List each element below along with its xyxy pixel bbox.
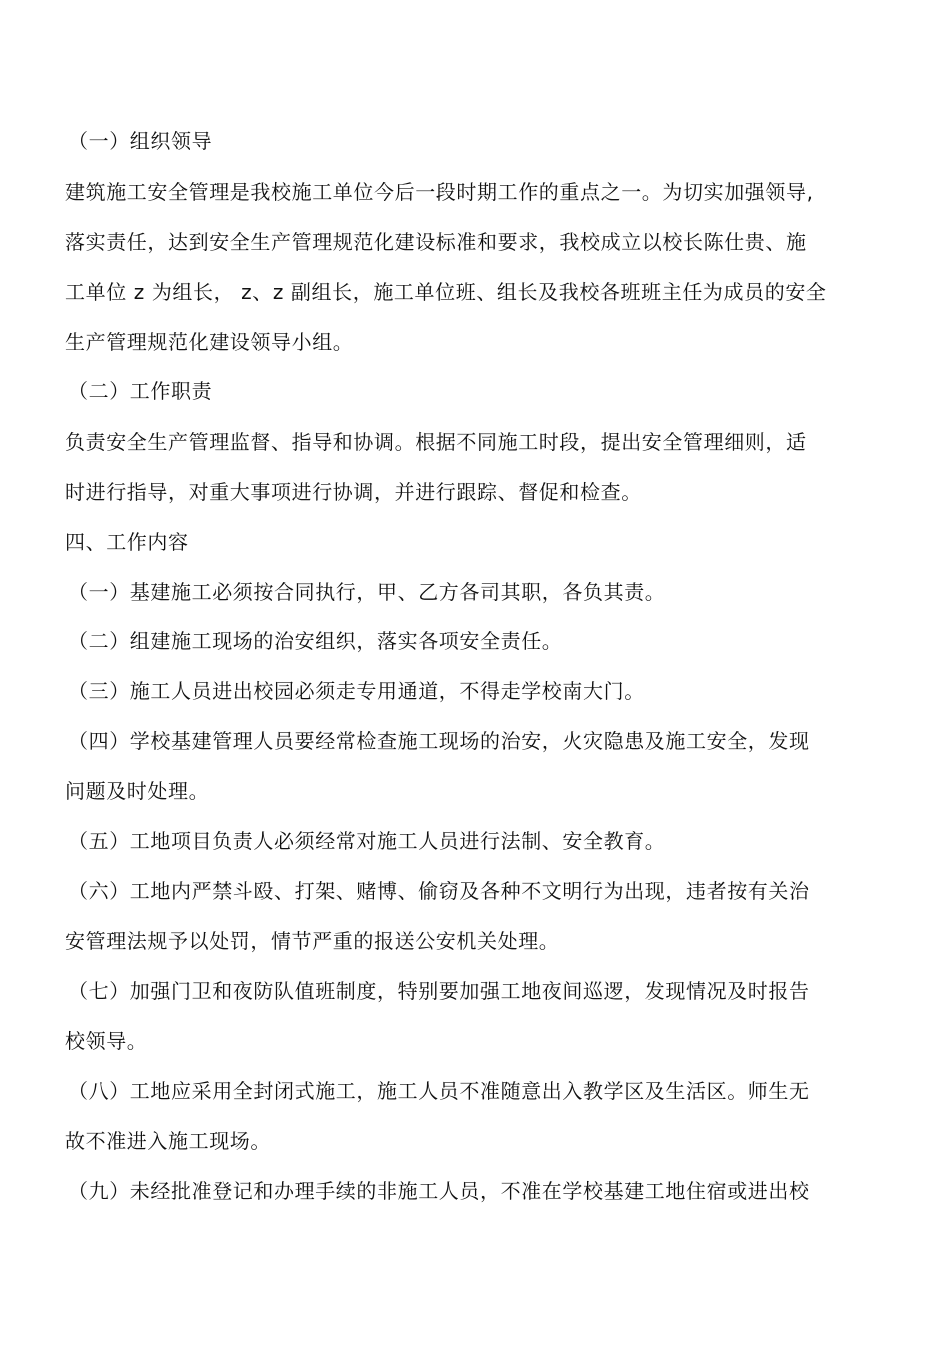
list-item: （一）基建施工必须按合同执行，甲、乙方各司其职，各负其责。	[68, 580, 666, 604]
paragraph-line: 建筑施工安全管理是我校施工单位今后一段时期工作的重点之一。为切实加强领导,	[65, 180, 814, 204]
list-item-continuation: 故不准进入施工现场。	[65, 1129, 271, 1153]
paragraph-line: 时进行指导，对重大事项进行协调，并进行跟踪、督促和检查。	[65, 480, 642, 504]
list-item-continuation: 问题及时处理。	[65, 779, 210, 803]
paragraph-line: 生产管理规范化建设领导小组。	[65, 330, 354, 354]
list-item: （九）未经批准登记和办理手续的非施工人员，不准在学校基建工地住宿或进出校	[68, 1179, 810, 1203]
list-item: （七）加强门卫和夜防队值班制度，特别要加强工地夜间巡逻，发现情况及时报告	[68, 979, 810, 1003]
subsection-heading: （一）组织领导	[68, 129, 213, 153]
subsection-heading: （二）工作职责	[68, 379, 213, 403]
list-item: （三）施工人员进出校园必须走专用通道，不得走学校南大门。	[68, 679, 645, 703]
paragraph-line: 负责安全生产管理监督、指导和协调。根据不同施工时段，提出安全管理细则，适	[65, 430, 807, 454]
list-item: （六）工地内严禁斗殴、打架、赌博、偷窃及各种不文明行为出现，违者按有关治	[68, 879, 810, 903]
list-item-continuation: 安管理法规予以处罚，情节严重的报送公安机关处理。	[65, 929, 560, 953]
paragraph-line: 落实责任，达到安全生产管理规范化建设标准和要求，我校成立以校长陈仕贵、施	[65, 230, 807, 254]
list-item: （五）工地项目负责人必须经常对施工人员进行法制、安全教育。	[68, 829, 666, 853]
section-heading: 四、工作内容	[65, 530, 189, 554]
paragraph-line: 工单位 z 为组长， z、z 副组长，施工单位班、组长及我校各班班主任为成员的安全	[65, 280, 827, 304]
list-item: （二）组建施工现场的治安组织，落实各项安全责任。	[68, 629, 563, 653]
list-item-continuation: 校领导。	[65, 1029, 148, 1053]
list-item: （四）学校基建管理人员要经常检查施工现场的治安，火灾隐患及施工安全，发现	[68, 729, 810, 753]
list-item: （八）工地应采用全封闭式施工，施工人员不准随意出入教学区及生活区。师生无	[68, 1079, 810, 1103]
